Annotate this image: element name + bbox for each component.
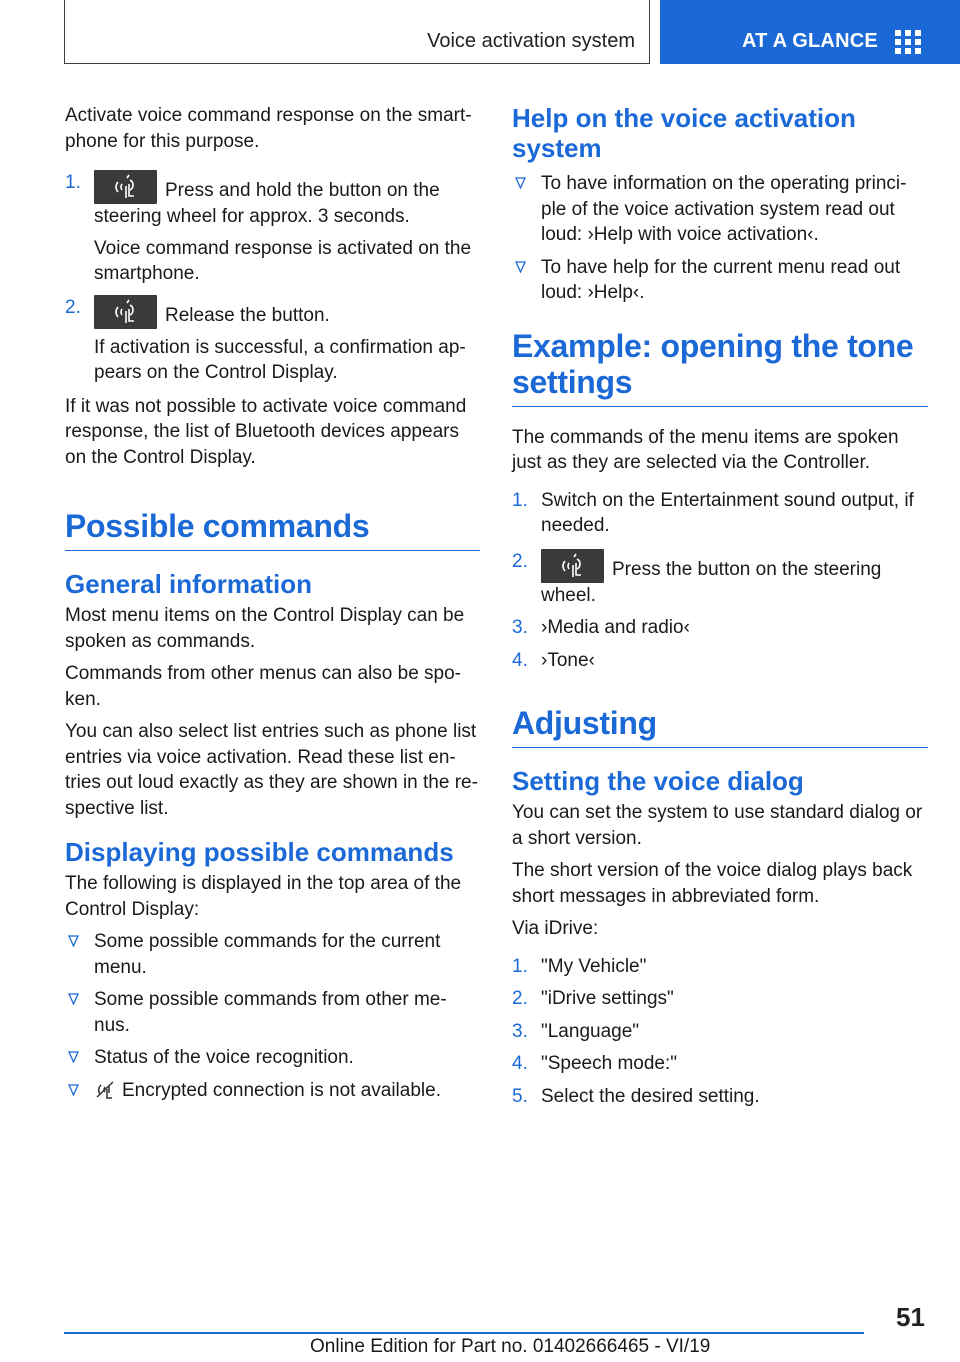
heading-possible-commands: Possible commands [65,508,480,551]
voice-button-icon [94,295,157,329]
heading-help: Help on the voice activation system [512,103,856,163]
step-result: Voice command response is activated on the smartphone. [94,237,472,284]
heading-voice-dialog: Setting the voice dialog [512,766,804,796]
step-text: Switch on the Entertainment sound output, if needed. [541,489,914,536]
step-number: 3. [512,1020,528,1042]
right-column [512,103,928,1116]
step-text: "Language" [541,1020,640,1042]
bullet-text: To have help for the current menu read out loud: ›Help‹. [541,256,901,303]
triangle-bullet-icon [68,1051,79,1063]
heading-displaying-commands: Displaying possible commands [65,837,454,867]
list-item [512,1019,928,1045]
intro-text: Activate voice command response on the smart-phone for this purpose. [65,105,472,152]
triangle-bullet-icon [68,1084,79,1096]
outro-text: If it was not possible to activate voice command response, the list of Bluetooth devices appears on the Control Display. [65,395,467,468]
step-text: ›Tone‹ [541,649,595,671]
bullet-text: Some possible commands for the current menu. [94,931,441,978]
step-text: Select the desired setting. [541,1085,760,1107]
list-item [512,1084,928,1110]
list-item [65,1078,480,1104]
list-item [65,1045,480,1071]
list-item [512,648,928,674]
step-text: Press the button on the steering wheel. [541,558,882,606]
step-number: 2. [512,550,528,572]
list-item [512,488,928,539]
triangle-bullet-icon [515,261,526,273]
paragraph: You can set the system to use standard dialog or a short version. [512,802,923,849]
list-item [512,954,928,980]
paragraph: You can also select list entries such as phone list entries via voice activation. Read these list en-tries out loud exactly as they are shown in the re-spective list. [65,721,478,819]
step-text: Release the button. [165,304,330,326]
paragraph: The following is displayed in the top area of the Control Display: [65,873,462,920]
step-number: 4. [512,1053,528,1074]
footer-divider [64,1332,864,1334]
triangle-bullet-icon [515,177,526,189]
paragraph: Via iDrive: [512,918,599,939]
list-item [512,986,928,1012]
step-number: 3. [512,617,528,638]
voice-button-icon [94,170,157,204]
voice-button-icon [541,549,604,583]
step-text: ›Media and radio‹ [541,617,690,638]
list-item [512,1051,928,1077]
list-item [65,295,480,386]
paragraph: Most menu items on the Control Display can be spoken as commands. [65,605,465,652]
left-column [65,103,480,1110]
heading-adjusting: Adjusting [512,705,928,748]
step-number: 1. [512,955,528,977]
chapter-title: Voice activation system [427,30,635,52]
list-item [65,170,480,287]
list-item [65,929,480,980]
triangle-bullet-icon [68,935,79,947]
paragraph: The short version of the voice dialog plays back short messages in abbreviated form. [512,860,913,907]
heading-general-information: General information [65,569,313,599]
list-item [65,987,480,1038]
step-number: 1. [512,489,528,511]
step-text: Press and hold the button on the steering wheel for approx. 3 seconds. [94,180,440,227]
list-item [512,615,928,641]
heading-example: Example: opening the tone settings [512,328,928,407]
step-result: If activation is successful, a confirmation ap-pears on the Control Display. [94,336,466,383]
step-number: 2. [65,296,81,318]
header-section-tab[interactable] [660,0,960,64]
header-chapter-tab [64,0,650,64]
step-number: 4. [512,649,528,671]
encryption-off-icon [94,1080,116,1100]
bullet-text: Some possible commands from other me-nus. [94,989,447,1036]
grid-icon[interactable] [895,30,921,54]
paragraph: The commands of the menu items are spoken just as they are selected via the Controller. [512,426,899,473]
step-number: 2. [512,988,528,1009]
step-number: 5. [512,1085,528,1107]
bullet-text: Status of the voice recognition. [94,1047,354,1068]
triangle-bullet-icon [68,993,79,1005]
list-item [512,171,928,248]
list-item [512,549,928,609]
step-number: 1. [65,172,81,193]
paragraph: Commands from other menus can also be spo-ken. [65,663,462,710]
step-text: "My Vehicle" [541,955,647,977]
section-title: AT A GLANCE [742,30,878,52]
footer-edition: Online Edition for Part no. 01402666465 - VI/19 [310,1336,711,1357]
page-number: 51 [896,1302,925,1332]
bullet-text: Encrypted connection is not available. [122,1079,441,1101]
step-text: "Speech mode:" [541,1053,678,1074]
bullet-text: To have information on the operating princi-ple of the voice activation system read out loud: ›Help with voice activation‹. [541,173,907,245]
step-text: "iDrive settings" [541,988,674,1009]
list-item [512,255,928,306]
